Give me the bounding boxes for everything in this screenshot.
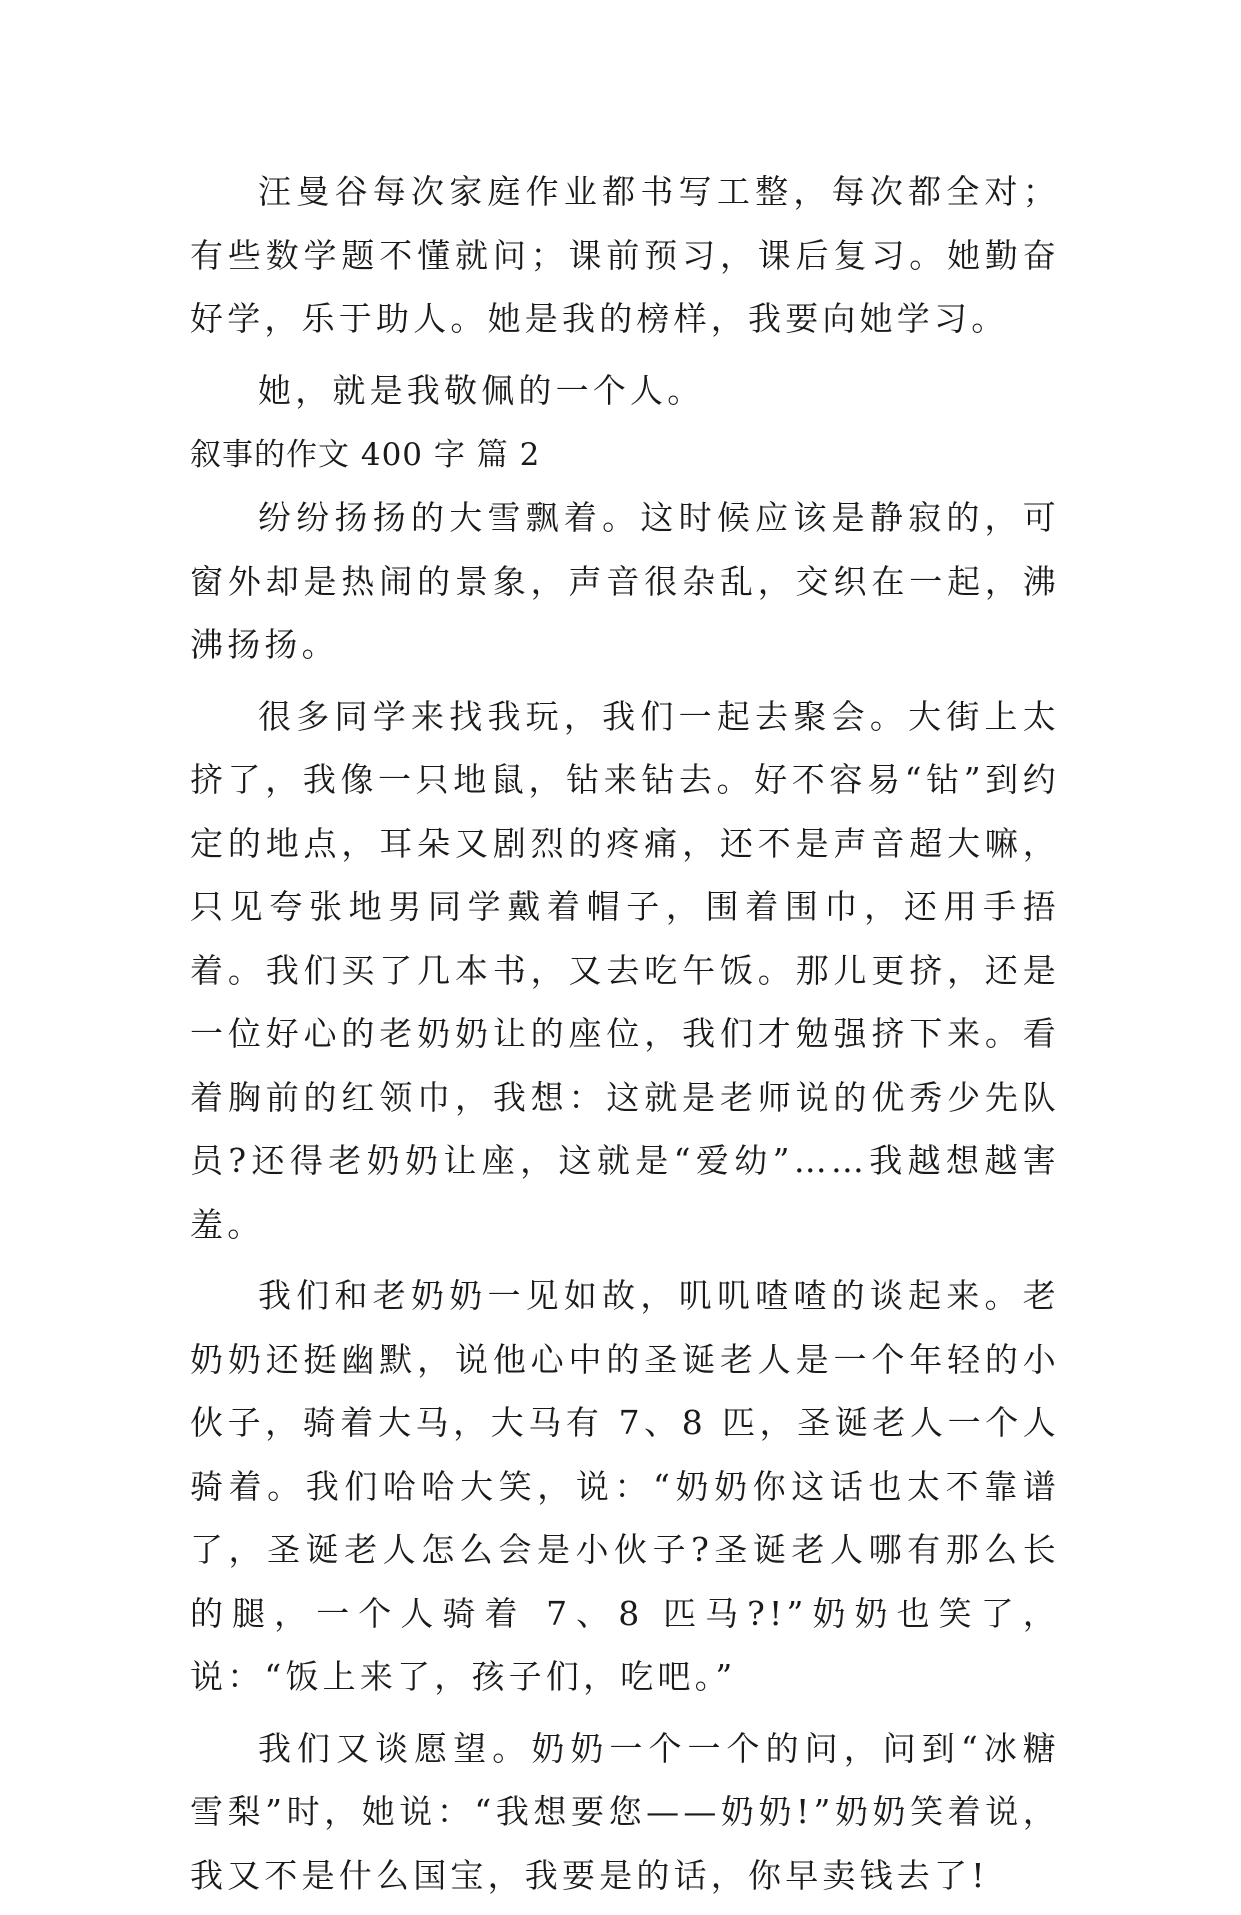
- paragraph-gathering: 很多同学来找我玩，我们一起去聚会。大街上太挤了，我像一只地鼠，钻来钻去。好不容易“钻”到约定的地点，耳朵又剧烈的疼痛，还不是声音超大嘛，只见夸张地男同学戴着帽子，围着围巾，还用手捂着。我们买了几本书，又去吃午饭。那儿更挤，还是一位好心的老奶奶让的座位，我们才勉强挤下来。看着胸前的红领巾，我想：这就是老师说的优秀少先队员?还得老奶奶让座，这就是“爱幼”……我越想越害羞。: [190, 696, 1060, 1244]
- paragraph-grandma-chat: 我们和老奶奶一见如故，叽叽喳喳的谈起来。老奶奶还挺幽默，说他心中的圣诞老人是一个年轻的小伙子，骑着大马，大马有 7、8 匹，圣诞老人一个人骑着。我们哈哈大笑，说：“奶奶你这话也太不靠谱了，圣诞老人怎么会是小伙子?圣诞老人哪有那么长的腿，一个人骑着 7、8 匹马?!”奶奶也笑了，说：“饭上来了，孩子们，吃吧。”: [190, 1276, 1060, 1696]
- document-page: [190, 160, 1060, 1915]
- paragraph-wishes: 我们又谈愿望。奶奶一个一个的问，问到“冰糖雪梨”时，她说：“我想要您——奶奶!”奶奶笑着说，我又不是什么国宝，我要是的话，你早卖钱去了!: [190, 1728, 1060, 1895]
- paragraph-role-model: 汪曼谷每次家庭作业都书写工整，每次都全对；有些数学题不懂就问；课前预习，课后复习。她勤奋好学，乐于助人。她是我的榜样，我要向她学习。: [190, 172, 1060, 338]
- paragraph-snow: 纷纷扬扬的大雪飘着。这时候应该是静寂的，可窗外却是热闹的景象，声音很杂乱，交织在一起，沸沸扬扬。: [190, 498, 1060, 664]
- section-heading: 叙事的作文 400 字 篇 2: [190, 437, 541, 473]
- paragraph-admired-person: 她，就是我敬佩的一个人。: [258, 370, 705, 410]
